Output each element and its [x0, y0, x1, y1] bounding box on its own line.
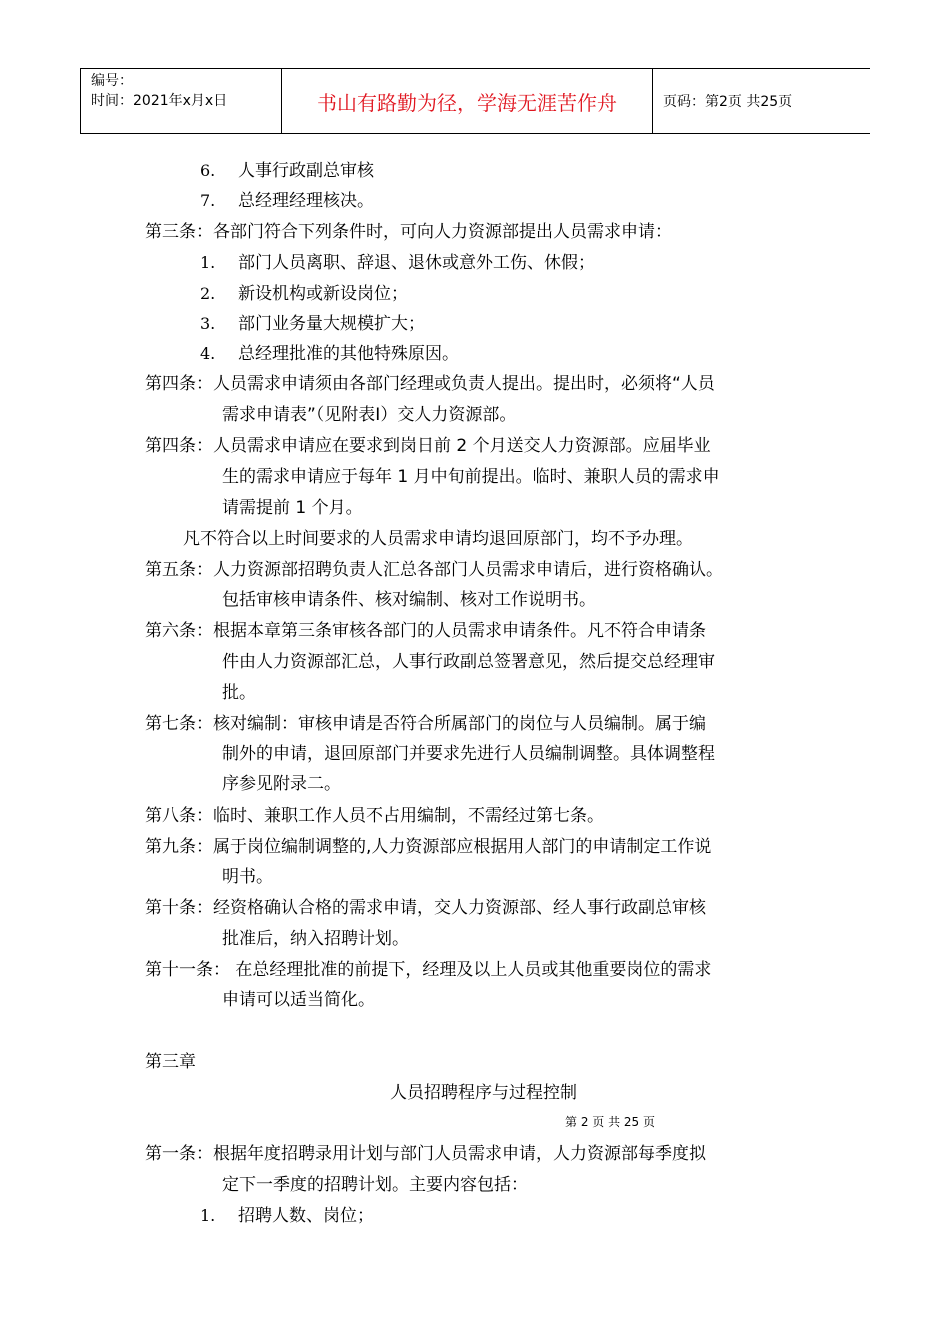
article-line: 生的需求申请应于每年 1 月中旬前提出。临时、兼职人员的需求申 [222, 467, 720, 487]
article-line: 第四条：人员需求申请应在要求到岗日前 2 个月送交人力资源部。应届毕业 [145, 436, 711, 456]
list-item: 1. 部门人员离职、辞退、退休或意外工伤、休假； [200, 253, 595, 273]
article-line: 第十一条： 在总经理批准的前提下，经理及以上人员或其他重要岗位的需求 [145, 960, 712, 980]
article-line: 请需提前 1 个月。 [222, 498, 363, 518]
list-item: 2. 新设机构或新设岗位； [200, 284, 408, 304]
list-item: 3. 部门业务量大规模扩大； [200, 314, 425, 334]
article-line: 第一条：根据年度招聘录用计划与部门人员需求申请，人力资源部每季度拟 [145, 1144, 706, 1164]
list-item: 4. 总经理批准的其他特殊原因。 [200, 344, 459, 364]
date-label: 时间：2021年x月x日 [91, 93, 228, 109]
chapter-title: 人员招聘程序与过程控制 [390, 1083, 577, 1103]
list-item: 1. 招聘人数、岗位； [200, 1206, 374, 1226]
article-line: 申请可以适当简化。 [222, 990, 375, 1010]
list-item: 6. 人事行政副总审核 [200, 161, 374, 181]
article-line: 第四条：人员需求申请须由各部门经理或负责人提出。提出时，必须将“人员 [145, 374, 715, 394]
article-line: 凡不符合以上时间要求的人员需求申请均退回原部门，均不予办理。 [183, 529, 693, 549]
article-line: 第五条：人力资源部招聘负责人汇总各部门人员需求申请后，进行资格确认。 [145, 560, 723, 580]
page-footer: 第 2 页 共 25 页 [565, 1115, 655, 1129]
number-label: 编号： [91, 73, 133, 89]
article-line: 批准后，纳入招聘计划。 [222, 929, 409, 949]
article-line: 序参见附录二。 [222, 774, 341, 794]
article-line: 制外的申请，退回原部门并要求先进行人员编制调整。具体调整程 [222, 744, 715, 764]
chapter-heading: 第三章 [145, 1052, 196, 1072]
document-header [80, 68, 870, 134]
article-line: 第七条：核对编制：审核申请是否符合所属部门的岗位与人员编制。属于编 [145, 714, 706, 734]
header-page-label: 页码：第2页 共25页 [663, 94, 793, 110]
article-line: 第三条：各部门符合下列条件时，可向人力资源部提出人员需求申请： [145, 222, 672, 242]
article-line: 定下一季度的招聘计划。主要内容包括： [222, 1175, 528, 1195]
article-line: 需求申请表”（见附表I）交人力资源部。 [222, 405, 517, 425]
article-line: 包括审核申请条件、核对编制、核对工作说明书。 [222, 590, 596, 610]
article-line: 第六条：根据本章第三条审核各部门的人员需求申请条件。凡不符合申请条 [145, 621, 706, 641]
article-line: 第九条：属于岗位编制调整的,人力资源部应根据用人部门的申请制定工作说 [145, 837, 712, 857]
article-line: 第十条：经资格确认合格的需求申请，交人力资源部、经人事行政副总审核 [145, 898, 706, 918]
article-line: 明书。 [222, 867, 273, 887]
header-info-cell [81, 69, 282, 133]
list-item: 7. 总经理经理核决。 [200, 191, 374, 211]
header-motto: 书山有路勤为径，学海无涯苦作舟 [282, 69, 653, 133]
article-line: 第八条：临时、兼职工作人员不占用编制，不需经过第七条。 [145, 806, 604, 826]
article-line: 批。 [222, 683, 256, 703]
article-line: 件由人力资源部汇总，人事行政副总签署意见，然后提交总经理审 [222, 652, 715, 672]
